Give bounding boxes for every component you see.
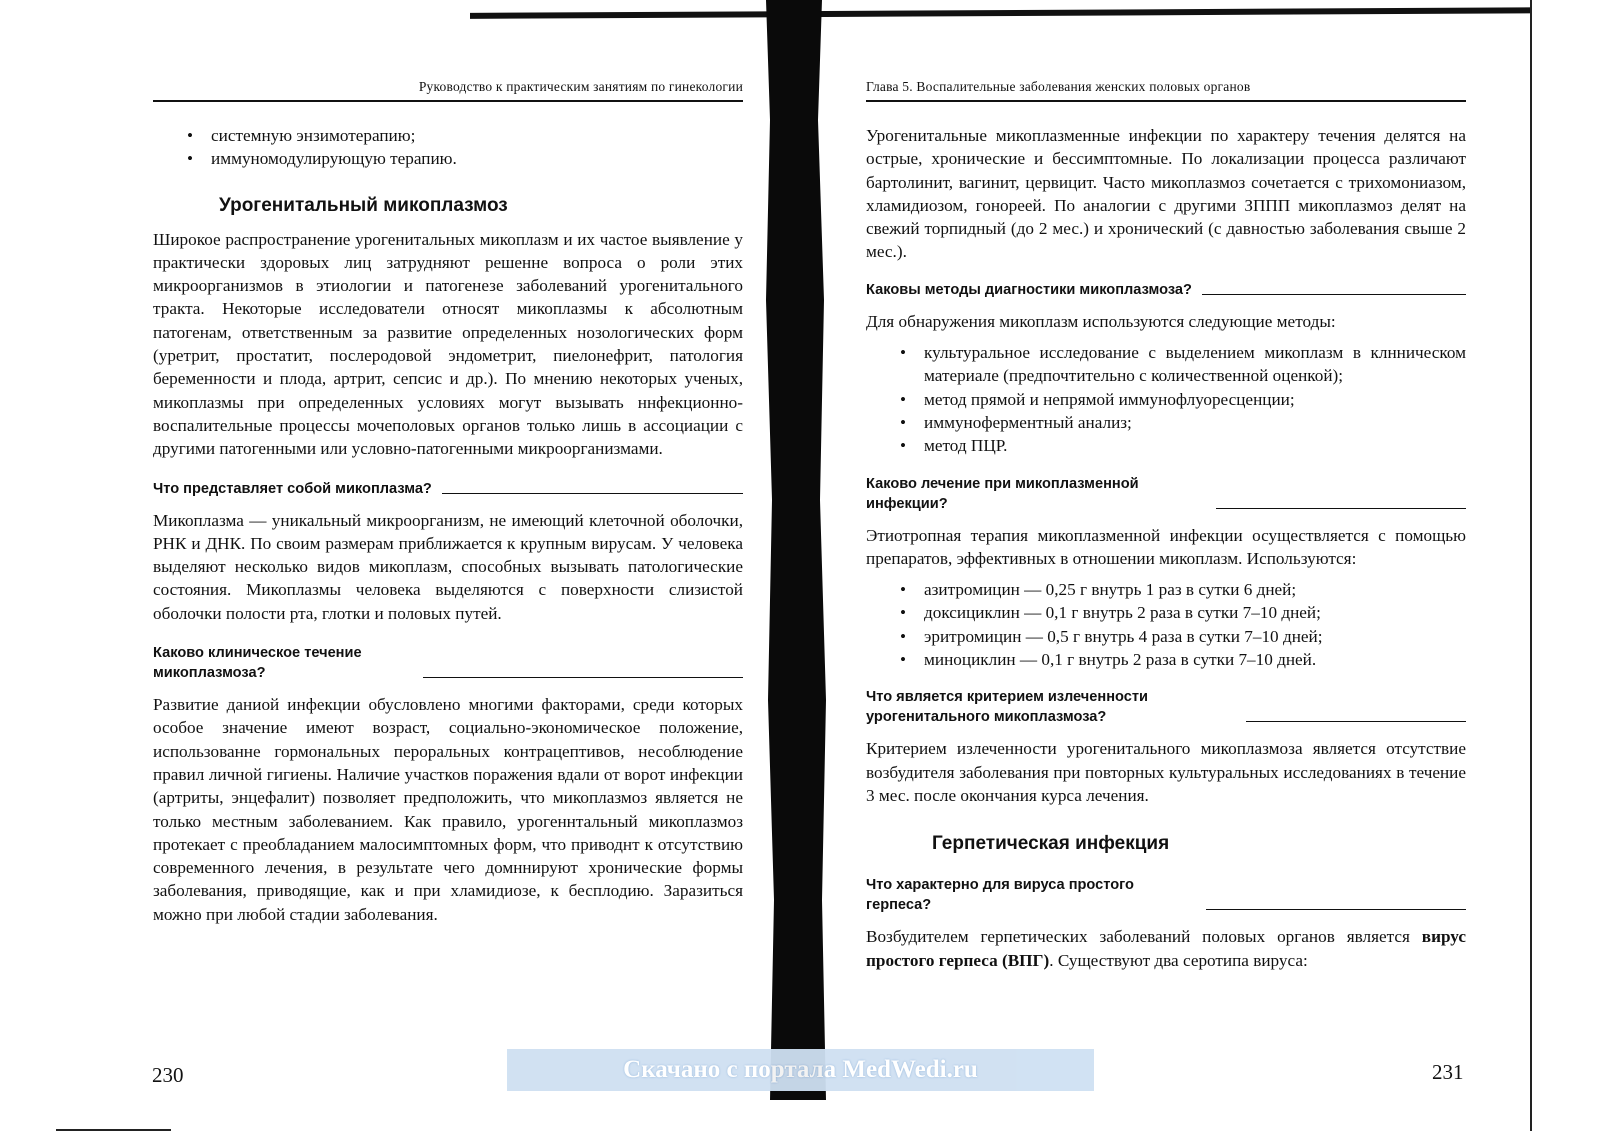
download-watermark: Скачано с портала MedWedi.ru xyxy=(507,1049,1094,1091)
question-clinical-course xyxy=(153,643,743,683)
question-rule xyxy=(442,493,743,494)
list-item: • иммуномодулирующую терапию. xyxy=(153,147,743,170)
list-item: • иммуноферментный анализ; xyxy=(866,411,1466,434)
question-text: Каково клиническое течение микоплазмоза? xyxy=(153,645,362,682)
running-head-right: Глава 5. Воспалительные заболевания женских половых органов xyxy=(866,78,1466,102)
right-page xyxy=(866,78,1466,972)
list-item: • метод ПЦР. xyxy=(866,434,1466,457)
section-title-herpes: Герпетическая инфекция xyxy=(932,833,1170,855)
question-rule xyxy=(1206,909,1466,910)
section-title-mycoplasmosis: Урогенитальный микоплазмоз xyxy=(219,194,508,216)
list-item: • эритромицин — 0,5 г внутрь 4 раза в сутки 7–10 дней; xyxy=(866,625,1466,648)
question-text: Что представляет собой микоплазма? xyxy=(153,480,432,497)
list-item: • системную энзимотерапию; xyxy=(153,124,743,147)
answer-clinical-course: Развитие даниой инфекции обусловлено многими факторами, среди которых особое значение имеют возраст, социально-экономическое положение, использованне гормональных пероральных контрацептивов, несоблюдение правил личной гигиены. Наличие участков поражения вдали от ворот инфекции (артриты, энцефалит) позволяет предположить, что микоплазмоз является не только местным заболеванием. Как правило, урогеннтальный микоплазмоз протекает с преобладанием малосимптомных форм, что приводнт к отсутствию современного лечения, в результате чего домннируют хронические формы заболевания, приводящие, как и при хламидиозе, к бесплодию. Заразиться можно при любой стадии заболевания. xyxy=(153,695,743,924)
question-diagnostics xyxy=(866,280,1466,300)
question-text: Каковы методы диагностики микоплазмоза? xyxy=(866,281,1192,298)
left-page xyxy=(153,78,743,926)
intro-paragraph-left: Широкое распространение урогенитальных микоплазм и их частое выявление у практически здоровых лиц затрудняют решенне вопроса о роли этих микроорганизмов в этиологии и патогенезе заболеваний урогенитального тракта. Некоторые исследователи относят микоплазмы к абсолютным патогенам, ответственным за развитие определенных нозологических форм (уретрит, простатит, послеродовой эндометрит, пиелонефрит, патология беременности и плода, артрит, сепсис и др.). По мнению некоторых ученых, микоплазмы при определенных условиях могут вызывать ннфекционно-воспалительные процессы мочеполовых органов только лишь в ассоциации с другими патогенными или условно-патогенными микроорганизмами. xyxy=(153,229,743,459)
list-item: • азитромицин — 0,25 г внутрь 1 раз в сутки 6 дней; xyxy=(866,578,1466,601)
question-text: Что характерно для вируса простого герпеса? xyxy=(866,877,1134,914)
question-text: Каково лечение при микоплазменной инфекции? xyxy=(866,475,1139,512)
diagnostic-methods-list xyxy=(866,341,1466,457)
answer-cure-criterion: Критерием излеченности урогенитального микоплазмоза является отсутствие возбудителя заболевания при повторных культуральных исследованиях в течение 3 мес. после окончания курса лечения. xyxy=(866,739,1466,805)
answer-diagnostics: Для обнаружения микоплазм используются следующие методы: xyxy=(866,311,1336,331)
question-what-is-mycoplasma xyxy=(153,479,743,499)
page-top-edge xyxy=(470,7,1560,19)
list-item: • миноциклин — 0,1 г внутрь 2 раза в сутки 7–10 дней. xyxy=(866,648,1466,671)
question-rule xyxy=(1246,721,1466,722)
book-gutter-shadow xyxy=(760,0,840,1100)
page-number-right: 231 xyxy=(1432,1060,1464,1084)
question-rule xyxy=(423,677,743,678)
therapy-list xyxy=(153,124,743,171)
list-item: • культуральное исследование с выделением микоплазм в клнническом материале (предпочтительно с количественной оценкой); xyxy=(866,341,1466,388)
intro-paragraph-right: Урогенитальные микоплазменные инфекции по характеру течения делятся на острые, хронические и бессимптомные. По локализации процесса различают бартолинит, вагинит, цервицит. Часто микоплазмоз сочетается с трихомониазом, хламидиозом, гонореей. По аналогии с другими ЗППП микоплазмоз делят на свежий торпидный (до 2 мес.) и хронический (с давностью заболевания свыше 2 мес.). xyxy=(866,126,1466,262)
running-head-left: Руководство к практическим занятиям по гинекологии xyxy=(153,78,743,102)
answer-herpes-virus xyxy=(866,925,1466,972)
list-item: • метод прямой и непрямой иммунофлуоресценции; xyxy=(866,388,1466,411)
question-herpes-virus xyxy=(866,875,1466,915)
question-rule xyxy=(1202,294,1466,295)
answer-text: Возбудителем герпетических заболеваний половых органов является xyxy=(866,927,1422,947)
drug-list xyxy=(866,578,1466,671)
answer-what-is-mycoplasma: Микоплазма — уникальный микроорганизм, не имеющий клеточной оболочки, РНК и ДНК. По своим размерам приближается к крупным вирусам. У человека выделяют несколько видов микоплазм, способных вызывать патологические состояния. Микоплазмы человека выделяются с поверхности слизистой оболочки полости рта, глотки и половых путей. xyxy=(153,510,743,623)
answer-text: . Существуют два серотипа вируса: xyxy=(1049,950,1308,970)
page-number-left: 230 xyxy=(152,1063,184,1087)
page-right-edge xyxy=(1530,0,1600,1131)
question-treatment xyxy=(866,474,1466,514)
list-item: • доксициклин — 0,1 г внутрь 2 раза в сутки 7–10 дней; xyxy=(866,601,1466,624)
question-text: Что является критерием излеченности урогенитального микоплазмоза? xyxy=(866,689,1148,726)
answer-bold-term: вирус простого герпеса (ВПГ) xyxy=(866,927,1466,970)
question-rule xyxy=(1216,508,1466,509)
question-cure-criterion xyxy=(866,687,1466,727)
answer-treatment: Этиотропная терапия микоплазменной инфекции осуществляется с помощью препаратов, эффективных в отношении микоплазм. Используются: xyxy=(866,525,1466,568)
